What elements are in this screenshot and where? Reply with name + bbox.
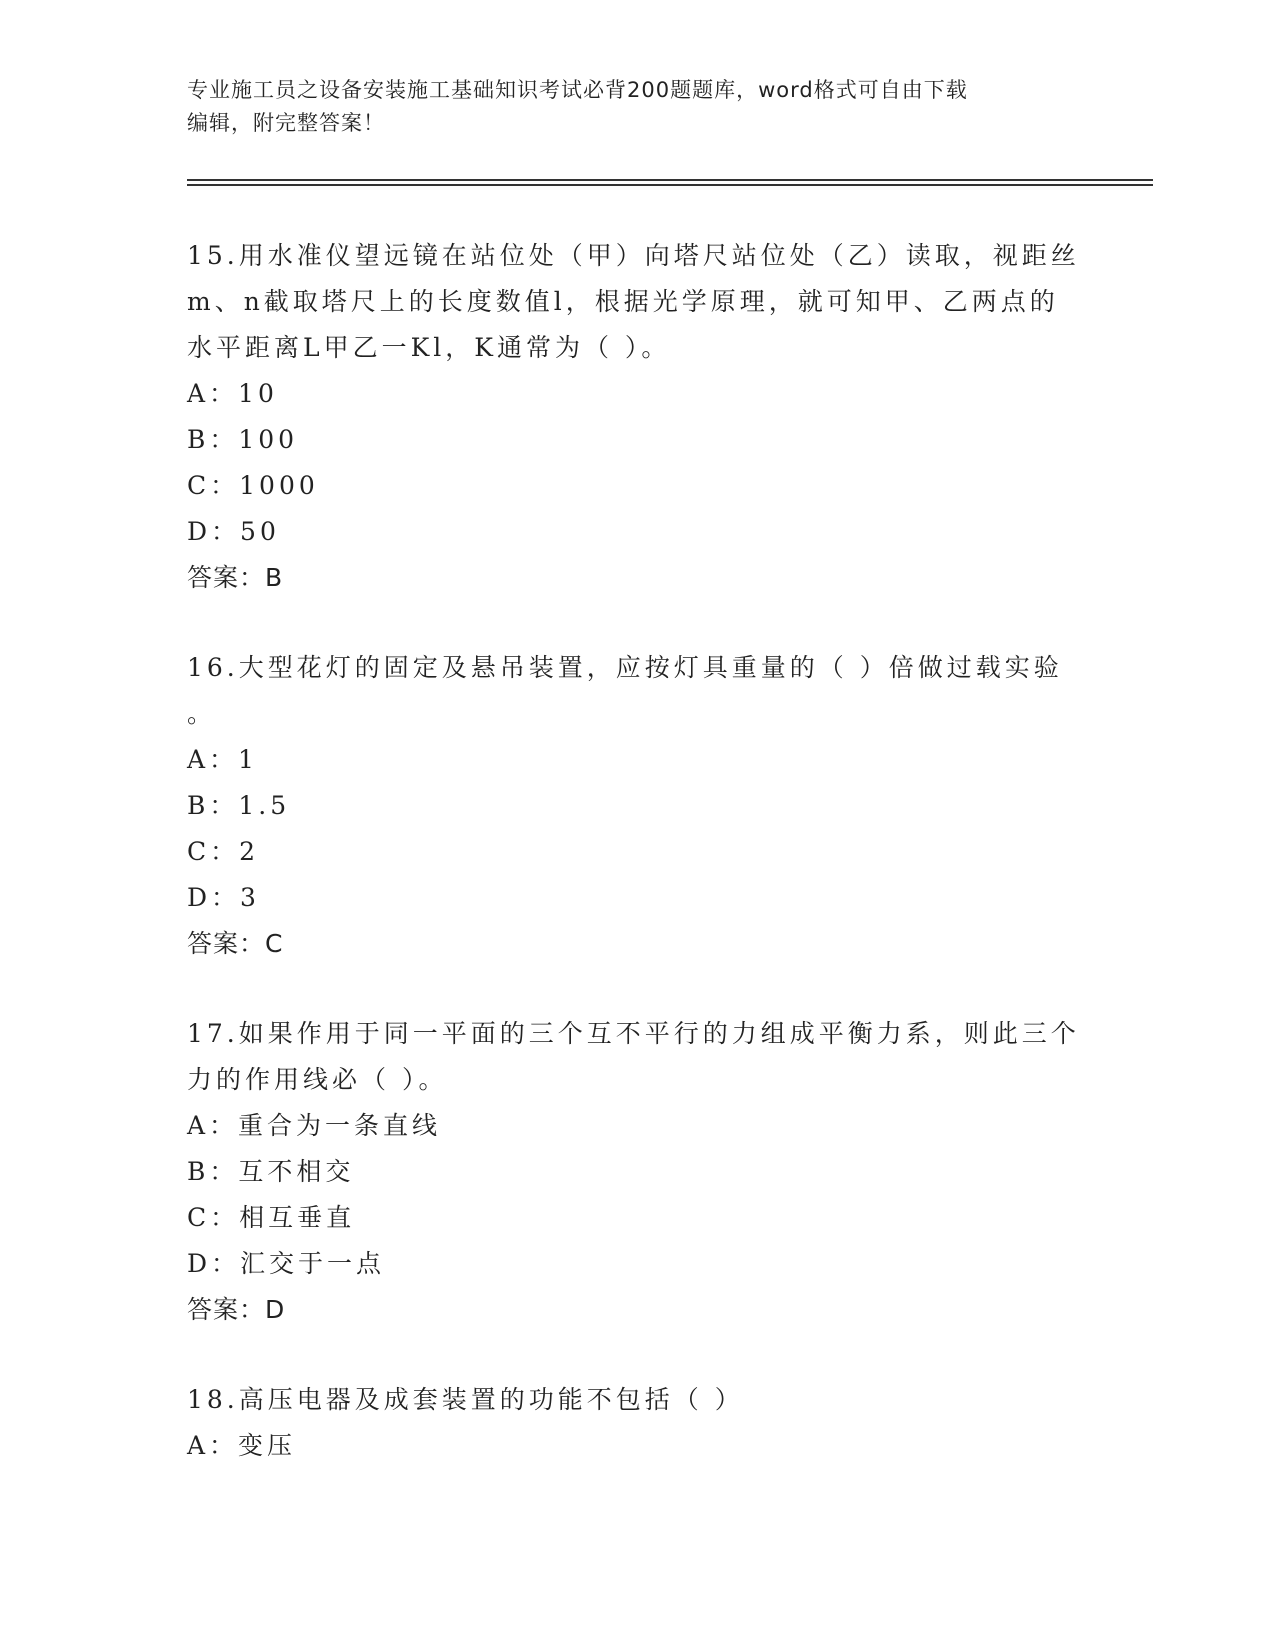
question-17-text-line-1: 17.如果作用于同一平面的三个互不平行的力组成平衡力系，则此三个 [187, 1019, 1080, 1048]
question-16-text-line-1: 16.大型花灯的固定及悬吊装置，应按灯具重量的（ ）倍做过载实验 [187, 653, 1063, 682]
question-18 [187, 1377, 1087, 1469]
question-15-text-line-1: 15.用水准仪望远镜在站位处（甲）向塔尺站位处（乙）读取，视距丝 [187, 241, 1080, 270]
question-15-option-c: C：1000 [187, 471, 319, 500]
question-15-answer: 答案：B [187, 563, 284, 592]
question-17-answer: 答案：D [187, 1295, 286, 1324]
question-16-option-a: A：1 [187, 745, 258, 774]
question-17-option-d: D：汇交于一点 [187, 1249, 386, 1278]
question-list [187, 233, 1087, 1513]
header-divider-top [187, 179, 1153, 181]
question-16-option-b: B：1.5 [187, 791, 291, 820]
question-17-text-line-2: 力的作用线必（ ）。 [187, 1065, 448, 1094]
header-divider-bottom [187, 184, 1153, 186]
header-title-line-1: 专业施工员之设备安装施工基础知识考试必背200题题库，word格式可自由下载 [187, 78, 968, 102]
header-title-line-2: 编辑，附完整答案！ [187, 111, 385, 135]
question-17-option-b: B：互不相交 [187, 1157, 355, 1186]
question-16-answer: 答案：C [187, 929, 284, 958]
question-15-option-a: A：10 [187, 379, 278, 408]
question-16 [187, 645, 1087, 967]
question-16-option-d: D：3 [187, 883, 260, 912]
question-15-option-d: D：50 [187, 517, 280, 546]
question-18-option-a: A：变压 [187, 1431, 297, 1460]
question-15 [187, 233, 1087, 601]
question-15-text-line-2: m、n截取塔尺上的长度数值l，根据光学原理，就可知甲、乙两点的 [187, 287, 1059, 316]
question-15-option-b: B：100 [187, 425, 299, 454]
question-18-text-line-1: 18.高压电器及成套装置的功能不包括（ ） [187, 1385, 744, 1414]
document-header [187, 74, 1087, 140]
question-17 [187, 1011, 1087, 1333]
question-17-option-a: A：重合为一条直线 [187, 1111, 442, 1140]
question-15-text-line-3: 水平距离L甲乙一Kl，K通常为（ ）。 [187, 333, 671, 362]
question-16-option-c: C：2 [187, 837, 260, 866]
question-17-option-c: C：相互垂直 [187, 1203, 356, 1232]
question-16-text-line-2: 。 [187, 699, 217, 728]
